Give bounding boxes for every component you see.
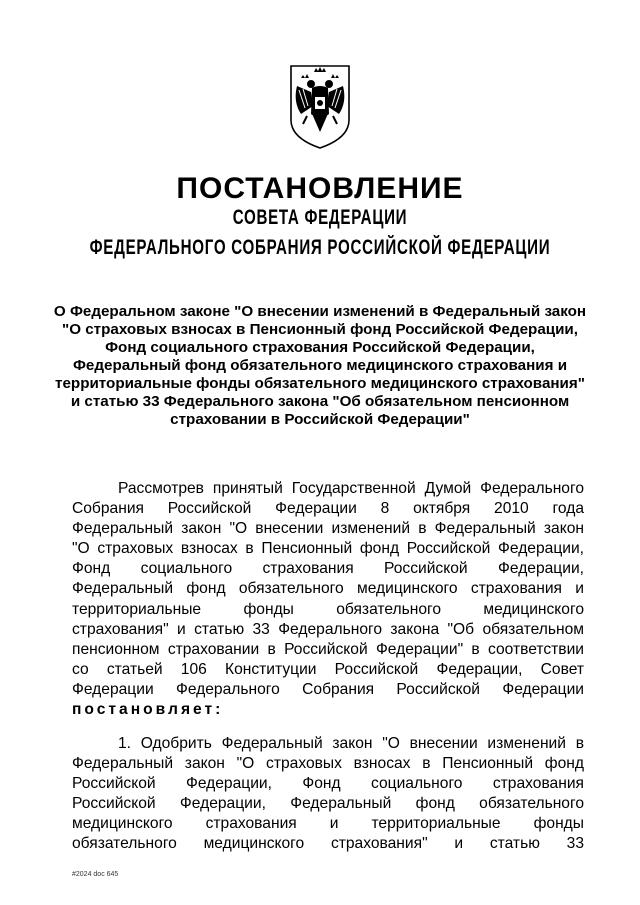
coat-of-arms-icon bbox=[285, 62, 355, 152]
heading-line: "О страховых взносах в Пенсионный фонд Российской Федерации, bbox=[62, 321, 578, 338]
body-line: Федеральный закон "О страховых взносах в Пенсионный фонд bbox=[72, 755, 584, 773]
body-line: "О страховых взносах в Пенсионный фонд Российской Федерации, bbox=[72, 540, 584, 558]
body-line: Российской Федерации, Фонд социального страхования bbox=[72, 775, 584, 793]
body-line: 1. Одобрить Федеральный закон "О внесении изменений в bbox=[118, 735, 584, 752]
document-subtitle-line2: ФЕДЕРАЛЬНОГО СОБРАНИЯ РОССИЙСКОЙ ФЕДЕРАЦИИ bbox=[89, 236, 551, 259]
heading-line: страховании в Российской Федерации" bbox=[170, 411, 470, 428]
body-line: медицинского страхования и территориальные фонды bbox=[72, 815, 584, 833]
body-line: Собрания Российской Федерации 8 октября 2010 года bbox=[72, 500, 584, 518]
resolves-word bbox=[72, 700, 584, 720]
paragraph-2 bbox=[72, 734, 584, 855]
heading-line: и статью 33 Федерального закона "Об обязательном пенсионном bbox=[70, 393, 570, 410]
heading-line: Фонд социального страхования Российской Федерации, bbox=[105, 339, 535, 356]
heading-line: О Федеральном законе "О внесении изменений в Федеральный закон bbox=[53, 303, 587, 320]
body-line: страхования" и статью 33 Федерального закона "Об обязательном bbox=[72, 620, 584, 638]
body-line: Рассмотрев принятый Государственной Думой Федерального bbox=[118, 480, 584, 497]
heading-line: Федеральный фонд обязательного медицинского страхования и bbox=[72, 357, 568, 374]
heading-line: территориальные фонды обязательного медицинского страхования" bbox=[55, 375, 585, 392]
body-line: Фонд социального страхования Российской Федерации, bbox=[72, 560, 584, 578]
body-line: обязательного медицинского страхования" и статью 33 bbox=[72, 835, 584, 853]
resolves-word-text: постановляет: bbox=[72, 701, 224, 719]
paragraph-1 bbox=[72, 479, 584, 720]
body-line: Федеральный закон "О внесении изменений в Федеральный закон bbox=[72, 520, 584, 538]
body-line: Федеральный фонд обязательного медицинского страхования и bbox=[72, 580, 584, 598]
document-subtitle-line1: СОВЕТА ФЕДЕРАЦИИ bbox=[232, 206, 408, 229]
body-line: Федерации Федерального Собрания Российской Федерации bbox=[72, 680, 584, 698]
body-line: территориальные фонды обязательного медицинского bbox=[72, 600, 584, 618]
body-line: со статьей 106 Конституции Российской Федерации, Совет bbox=[72, 660, 584, 678]
resolution-heading bbox=[40, 303, 600, 429]
body-line: Российской Федерации, Федеральный фонд обязательного bbox=[72, 795, 584, 813]
body-line: пенсионном страховании в Российской Федерации" в соответствии bbox=[72, 640, 584, 658]
footer-doc-code: #2024 doc 645 bbox=[72, 871, 119, 878]
document-title: ПОСТАНОВЛЕНИЕ bbox=[176, 172, 464, 205]
